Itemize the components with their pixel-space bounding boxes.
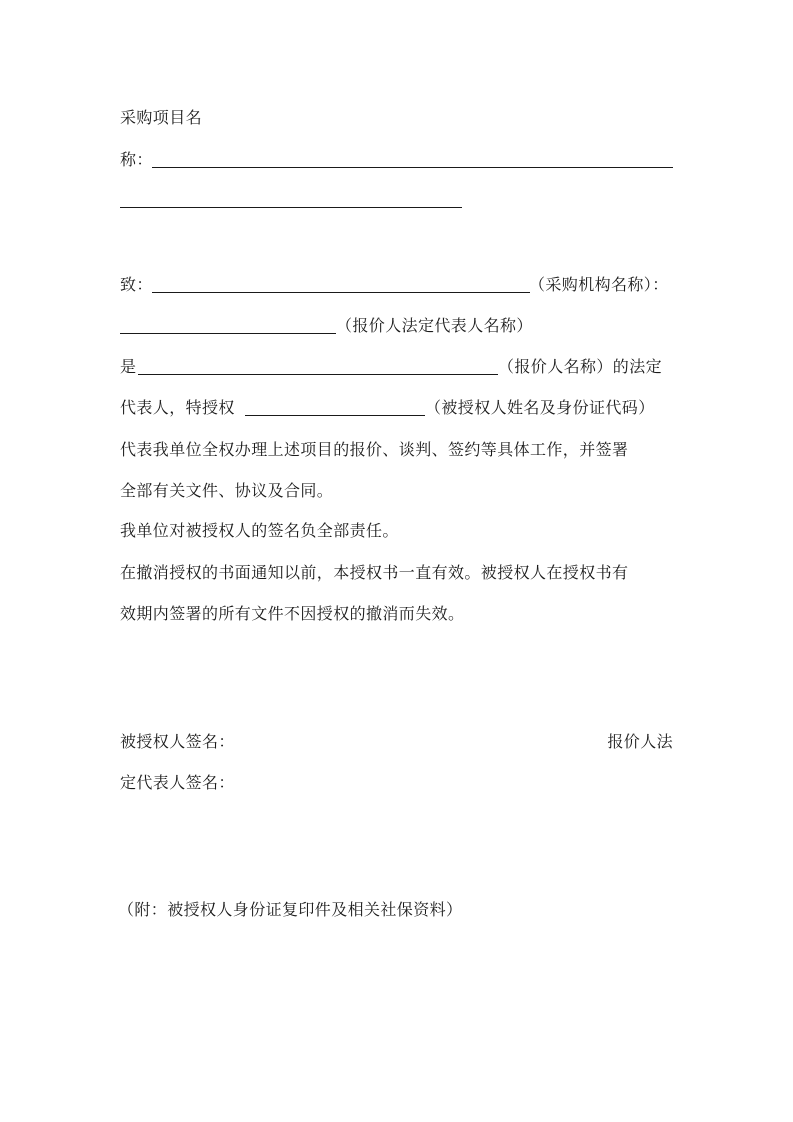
bidder-name-hint: （报价人名称）的法定 — [498, 357, 663, 376]
legal-rep-signature-label-part1: 报价人法 — [607, 732, 673, 751]
project-name-label-part1: 采购项目名 — [120, 108, 203, 127]
project-name-label-part2: 称： — [120, 150, 153, 169]
to-label: 致： — [120, 275, 153, 294]
attachment-note: （附：被授权人身份证复印件及相关社保资料） — [118, 900, 463, 919]
project-name-blank-line-2[interactable] — [120, 207, 462, 208]
authorized-person-blank[interactable] — [245, 415, 425, 416]
representative-authorize-text: 代表人，特授权 — [120, 398, 235, 417]
is-label: 是 — [120, 357, 137, 376]
authorized-person-hint: （被授权人姓名及身份证代码） — [425, 398, 655, 417]
procurement-agency-hint: （采购机构名称）： — [529, 275, 669, 294]
body-line-1: 代表我单位全权办理上述项目的报价、谈判、签约等具体工作，并签署 — [120, 440, 629, 459]
project-name-blank-line-1[interactable] — [152, 167, 673, 168]
legal-rep-name-blank[interactable] — [120, 333, 336, 334]
legal-rep-name-hint: （报价人法定代表人名称） — [336, 316, 533, 335]
bidder-name-blank[interactable] — [138, 374, 498, 375]
authorized-signature-label: 被授权人签名： — [120, 732, 235, 751]
legal-rep-signature-label-part2: 定代表人签名： — [120, 773, 235, 792]
procurement-agency-blank[interactable] — [152, 292, 530, 293]
body-line-2: 全部有关文件、协议及合同。 — [120, 481, 334, 500]
body-line-3: 我单位对被授权人的签名负全部责任。 — [120, 521, 399, 540]
body-line-5: 效期内签署的所有文件不因授权的撤消而失效。 — [120, 604, 465, 623]
body-line-4: 在撤消授权的书面通知以前，本授权书一直有效。被授权人在授权书有 — [120, 563, 629, 582]
